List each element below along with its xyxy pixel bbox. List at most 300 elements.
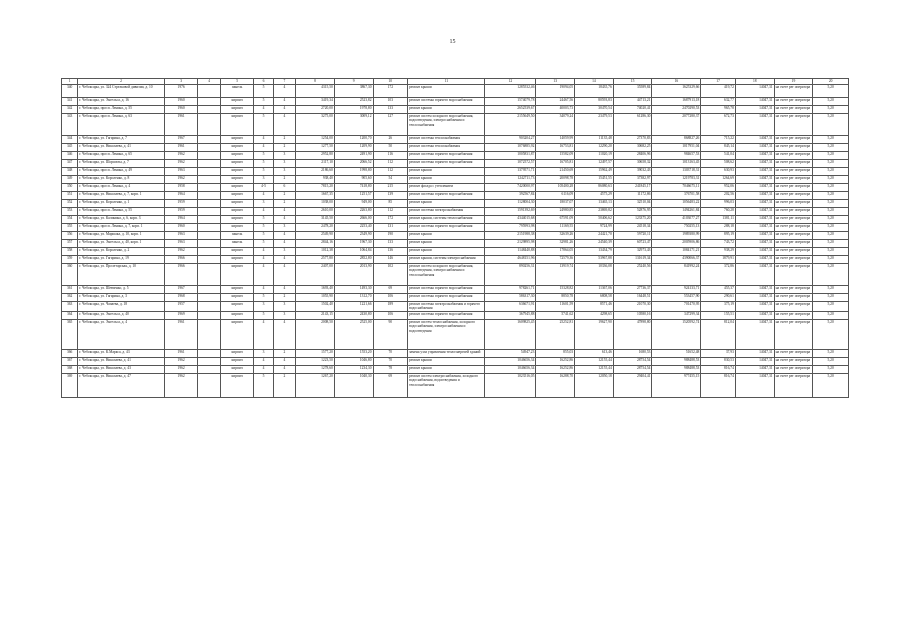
cell-year-built: 1967 — [164, 286, 198, 294]
cell-fund-federal: 34079,24 — [536, 114, 575, 136]
cell-fund-municipal: 28754,54 — [613, 365, 652, 373]
cell-cost-per-sqm: 845,14 — [701, 144, 736, 152]
column-number: 14 — [575, 79, 614, 85]
cell-empty — [198, 311, 220, 319]
cell-fund-federal: 5741,62 — [536, 311, 575, 319]
cell-max-cost: 14047,31 — [735, 98, 774, 106]
cell-max-cost: 14047,31 — [735, 144, 774, 152]
cell-fund-municipal: 21070,30 — [613, 302, 652, 312]
table-row — [62, 144, 849, 152]
cell-cost-per-sqm: 541,04 — [701, 152, 736, 160]
cell-fund-regional: 24540,39 — [575, 240, 614, 248]
cell-residents: 69 — [373, 286, 408, 294]
cell-cost-per-sqm: 672,73 — [701, 114, 736, 136]
cell-total-cost: 2155649,50 — [485, 114, 536, 136]
cell-living-area: 2523,82 — [334, 98, 373, 106]
cell-fund-regional: 12290,20 — [575, 144, 614, 152]
cell-row-index: 341 — [62, 98, 78, 106]
cell-fund-formation: на счете рег оператора — [774, 286, 813, 294]
cell-empty — [198, 224, 220, 232]
cell-contribution: 5,20 — [813, 256, 849, 264]
table-row — [62, 168, 849, 176]
cell-row-index: 364 — [62, 311, 78, 319]
cell-year-built: 1959 — [164, 208, 198, 216]
cell-total-cost: 1379571,71 — [485, 168, 536, 176]
cell-wall-material: кирпич — [220, 184, 254, 192]
cell-total-area: 2952,80 — [296, 152, 335, 160]
cell-empty — [198, 264, 220, 286]
table-row — [62, 357, 849, 365]
cell-fund-regional: 15962,49 — [575, 168, 614, 176]
cell-repair-type: ремонт системы горячего водоснабжения — [408, 152, 485, 160]
cell-cost-per-sqm: 419,72 — [701, 85, 736, 98]
cell-empty — [198, 365, 220, 373]
cell-residents: 26 — [373, 136, 408, 144]
cell-fund-formation: на счете рег оператора — [774, 98, 813, 106]
cell-total-cost: 1128004,30 — [485, 200, 536, 208]
cell-wall-material: кирпич — [220, 152, 254, 160]
cell-total-cost: 890256,31 — [485, 264, 536, 286]
cell-repair-type: ремонт системы электроснабжения — [408, 208, 485, 216]
cell-contribution: 5,20 — [813, 144, 849, 152]
cell-max-cost: 14047,31 — [735, 168, 774, 176]
cell-year-built: 1960 — [164, 224, 198, 232]
cell-repair-type: ремонт крыши — [408, 232, 485, 240]
cell-wall-material: кирпич — [220, 248, 254, 256]
cell-fund-formation: на счете рег оператора — [774, 200, 813, 208]
table-row — [62, 192, 849, 200]
cell-total-area: 2143,15 — [296, 311, 335, 319]
cell-total-area: 2844,16 — [296, 240, 335, 248]
table-row — [62, 311, 849, 319]
cell-fund-owners: 1017951,04 — [652, 144, 701, 152]
cell-fund-owners: 4390066,37 — [652, 256, 701, 264]
cell-fund-regional: 12050,18 — [575, 373, 614, 397]
cell-fund-municipal: 74020,41 — [613, 106, 652, 114]
cell-living-area: 905,60 — [334, 176, 373, 184]
cell-cost-per-sqm: 952,06 — [701, 184, 736, 192]
cell-floors: 4 — [254, 286, 273, 294]
cell-wall-material: кирпич — [220, 256, 254, 264]
cell-cost-per-sqm: 1879,91 — [701, 256, 736, 264]
cell-fund-owners: 701470,95 — [652, 302, 701, 312]
cell-residents: 50 — [373, 144, 408, 152]
table-row — [62, 349, 849, 357]
table-row — [62, 160, 849, 168]
cell-year-built: 1962 — [164, 365, 198, 373]
cell-contribution: 5,20 — [813, 232, 849, 240]
cell-fund-regional: 53967,88 — [575, 256, 614, 264]
cell-max-cost: 14047,31 — [735, 152, 774, 160]
cell-residents: 189 — [373, 302, 408, 312]
cell-row-index: 349 — [62, 176, 78, 184]
cell-year-built: 1964 — [164, 192, 198, 200]
cell-cost-per-sqm: 743,72 — [701, 240, 736, 248]
cell-address: г. Чебоксары, ул. Николаева, д. 41 — [78, 144, 165, 152]
cell-residents: 54 — [373, 176, 408, 184]
cell-year-built: 1968 — [164, 294, 198, 302]
column-number: 2 — [78, 79, 165, 85]
cell-max-cost: 14047,31 — [735, 184, 774, 192]
cell-fund-regional: 12155,44 — [575, 365, 614, 373]
cell-fund-federal: 18037,07 — [536, 200, 575, 208]
table-row — [62, 200, 849, 208]
cell-entrances: 2 — [273, 176, 295, 184]
cell-fund-federal: 21450,69 — [536, 168, 575, 176]
cell-fund-federal: 24467,56 — [536, 98, 575, 106]
cell-fund-municipal: 29404,41 — [613, 373, 652, 397]
cell-floors: 4 — [254, 192, 273, 200]
cell-empty — [198, 114, 220, 136]
cell-fund-formation: на счете рег оператора — [774, 302, 813, 312]
cell-wall-material: кирпич — [220, 286, 254, 294]
cell-fund-owners: 347299,34 — [652, 311, 701, 319]
cell-empty — [198, 85, 220, 98]
cell-fund-federal: 15582,09 — [536, 152, 575, 160]
cell-fund-formation: на счете рег оператора — [774, 114, 813, 136]
cell-contribution: 5,20 — [813, 349, 849, 357]
cell-fund-federal: 16252,86 — [536, 357, 575, 365]
cell-fund-municipal: 27736,37 — [613, 286, 652, 294]
cell-living-area: 1209,90 — [334, 144, 373, 152]
cell-max-cost: 14047,31 — [735, 224, 774, 232]
cell-total-cost: 1574079,78 — [485, 98, 536, 106]
cell-fund-regional: 4298,65 — [575, 311, 614, 319]
cell-floors: 5 — [254, 216, 273, 224]
cell-fund-regional: 8571,46 — [575, 302, 614, 312]
table-row — [62, 240, 849, 248]
cell-year-built: 1962 — [164, 357, 198, 365]
cell-row-index: 368 — [62, 365, 78, 373]
cell-living-area: 2852,80 — [334, 256, 373, 264]
cell-living-area: 1978,80 — [334, 106, 373, 114]
cell-contribution: 5,20 — [813, 311, 849, 319]
cell-residents: 190 — [373, 232, 408, 240]
cell-wall-material: кирпич — [220, 357, 254, 365]
cell-empty — [198, 319, 220, 349]
cell-row-index: 355 — [62, 224, 78, 232]
cell-empty — [198, 152, 220, 160]
cell-max-cost: 14047,31 — [735, 192, 774, 200]
cell-entrances: 4 — [273, 232, 295, 240]
table-row — [62, 136, 849, 144]
cell-fund-regional: 13465,13 — [575, 200, 614, 208]
cell-entrances: 3 — [273, 160, 295, 168]
cell-year-built: 1961 — [164, 114, 198, 136]
cell-address: г. Чебоксары, ул. Николаева, д. 41 — [78, 357, 165, 365]
cell-entrances: 2 — [273, 294, 295, 302]
cell-entrances: 4 — [273, 264, 295, 286]
cell-residents: 70 — [373, 357, 408, 365]
cell-fund-federal: 16252,86 — [536, 365, 575, 373]
cell-fund-municipal: 24518,34 — [613, 224, 652, 232]
cell-fund-formation: на счете рег оператора — [774, 264, 813, 286]
cell-living-area: 1251,57 — [334, 192, 373, 200]
cell-total-area: 3275,00 — [296, 114, 335, 136]
cell-entrances: 4 — [273, 98, 295, 106]
cell-fund-federal: 67591,09 — [536, 216, 575, 224]
cell-floors: 4 — [254, 264, 273, 286]
cell-fund-owners: 7046675,11 — [652, 184, 701, 192]
cell-fund-formation: на счете рег оператора — [774, 216, 813, 224]
cell-contribution: 5,20 — [813, 302, 849, 312]
cell-total-area: 2549,90 — [296, 232, 335, 240]
cell-residents: 112 — [373, 160, 408, 168]
cell-fund-regional: 23479,53 — [575, 114, 614, 136]
cell-wall-material: кирпич — [220, 216, 254, 224]
cell-fund-municipal: 123375,20 — [613, 216, 652, 224]
cell-fund-municipal: 52876,95 — [613, 208, 652, 216]
cell-empty — [198, 357, 220, 365]
cell-total-area: 1267,20 — [296, 373, 335, 397]
cell-repair-type: ремонт крыши — [408, 176, 485, 184]
cell-wall-material: кирпич — [220, 349, 254, 357]
cell-fund-formation: на счете рег оператора — [774, 224, 813, 232]
cell-floors: 5 — [254, 114, 273, 136]
table-row — [62, 256, 849, 264]
cell-empty — [198, 248, 220, 256]
cell-living-area: 2263,80 — [334, 208, 373, 216]
cell-repair-type: ремонт крыши — [408, 365, 485, 373]
cell-year-built: 1966 — [164, 256, 198, 264]
cell-total-area: 3145,50 — [296, 216, 335, 224]
table-row — [62, 294, 849, 302]
cell-row-index: 360 — [62, 264, 78, 286]
cell-fund-municipal: 27370,83 — [613, 136, 652, 144]
cell-entrances: 4 — [273, 208, 295, 216]
cell-row-index: 342 — [62, 106, 78, 114]
cell-residents: 131 — [373, 224, 408, 232]
cell-living-area: 1234,30 — [334, 365, 373, 373]
cell-fund-formation: на счете рег оператора — [774, 184, 813, 192]
cell-fund-municipal: 28754,54 — [613, 357, 652, 365]
cell-fund-formation: на счете рег оператора — [774, 152, 813, 160]
cell-living-area: 1998,80 — [334, 168, 373, 176]
cell-address: г. Чебоксары, ул. Николаева, д. 47 — [78, 373, 165, 397]
cell-living-area: 1064,84 — [334, 248, 373, 256]
cell-year-built: 1963 — [164, 168, 198, 176]
cell-living-area: 2430,80 — [334, 311, 373, 319]
cell-contribution: 5,20 — [813, 106, 849, 114]
column-number: 12 — [485, 79, 536, 85]
cell-contribution: 5,20 — [813, 114, 849, 136]
cell-cost-per-sqm: 508,62 — [701, 160, 736, 168]
cell-fund-owners: 1303718,31 — [652, 168, 701, 176]
cell-contribution: 5,20 — [813, 224, 849, 232]
cell-address: г. Чебоксары, ул. Энгельса, д. 40, корп. 1 — [78, 240, 165, 248]
cell-total-area: 1223,50 — [296, 357, 335, 365]
cell-entrances: 3 — [273, 302, 295, 312]
table-row — [62, 319, 849, 349]
column-number: 19 — [774, 79, 813, 85]
cell-residents: 112 — [373, 168, 408, 176]
cell-address: г. Чебоксары, ул. Энгельса, д. 40 — [78, 311, 165, 319]
cell-address: г. Чебоксары, ул. Николаева, д. 7, корп. 1 — [78, 192, 165, 200]
table-row — [62, 224, 849, 232]
cell-living-area: 1967,30 — [334, 240, 373, 248]
cell-total-cost: 903204,27 — [485, 136, 536, 144]
cell-max-cost: 14047,31 — [735, 240, 774, 248]
cell-living-area: 1040,30 — [334, 373, 373, 397]
cell-fund-owners: 376701,58 — [652, 192, 701, 200]
cell-fund-formation: на счете рег оператора — [774, 208, 813, 216]
cell-repair-type: ремонт крыши — [408, 106, 485, 114]
cell-fund-regional: 24421,70 — [575, 232, 614, 240]
table-row — [62, 114, 849, 136]
cell-entrances: 3 — [273, 224, 295, 232]
cell-repair-type: ремонт систем холодного водоснабжения, водоотведения, электроснабжения и теплоснабжения — [408, 114, 485, 136]
cell-total-cost: 4648151,96 — [485, 256, 536, 264]
cell-entrances: 4 — [273, 256, 295, 264]
cell-row-index: 350 — [62, 184, 78, 192]
cell-fund-owners: 1056483,22 — [652, 200, 701, 208]
cell-address: г. Чебоксары, ул. Шоршелы, д. 7 — [78, 160, 165, 168]
cell-row-index: 348 — [62, 168, 78, 176]
cell-cost-per-sqm: 938,29 — [701, 248, 736, 256]
cell-entrances: 3 — [273, 168, 295, 176]
cell-empty — [198, 373, 220, 397]
cell-fund-formation: на счете рег оператора — [774, 176, 813, 184]
cell-floors: 3 — [254, 176, 273, 184]
column-number: 17 — [701, 79, 736, 85]
cell-fund-owners: 2077280,37 — [652, 114, 701, 136]
column-number: 7 — [273, 79, 295, 85]
cell-contribution: 5,20 — [813, 98, 849, 106]
cell-fund-formation: на счете рег оператора — [774, 248, 813, 256]
cell-row-index: 367 — [62, 357, 78, 365]
cell-floors: 5 — [254, 240, 273, 248]
cell-fund-regional: 11020,19 — [575, 152, 614, 160]
cell-address: г. Чебоксары, просп. Ленина, д. 7, корп. 1 — [78, 224, 165, 232]
cell-total-area: 2008,50 — [296, 319, 335, 349]
cell-living-area: 2666,00 — [334, 216, 373, 224]
cell-cost-per-sqm: 455,37 — [701, 286, 736, 294]
cell-address: г. Чебоксары, ул. Николаева, д. 43 — [78, 365, 165, 373]
cell-fund-federal: 40003,73 — [536, 106, 575, 114]
cell-year-built: 1961 — [164, 144, 198, 152]
cell-fund-owners: 1520592,74 — [652, 319, 701, 349]
cell-residents: 133 — [373, 106, 408, 114]
cell-cost-per-sqm: 632,77 — [701, 98, 736, 106]
cell-row-index: 352 — [62, 200, 78, 208]
cell-fund-formation: на счете рег оператора — [774, 85, 813, 98]
cell-contribution: 5,20 — [813, 264, 849, 286]
cell-year-built: 1963 — [164, 232, 198, 240]
cell-year-built: 1962 — [164, 176, 198, 184]
cell-total-area: 7815,20 — [296, 184, 335, 192]
cell-fund-owners: 868827,26 — [652, 136, 701, 144]
cell-fund-regional: 13434,79 — [575, 248, 614, 256]
cell-total-area: 1278,60 — [296, 365, 335, 373]
cell-cost-per-sqm: 816,74 — [701, 373, 736, 397]
cell-fund-municipal: 47898,80 — [613, 319, 652, 349]
capital-repair-table — [61, 78, 849, 398]
cell-floors: 5 — [254, 294, 273, 302]
cell-year-built: 1962 — [164, 373, 198, 397]
cell-year-built: 1958 — [164, 184, 198, 192]
cell-entrances: 4 — [273, 365, 295, 373]
cell-fund-regional: 11367,06 — [575, 286, 614, 294]
cell-fund-federal: 105400,28 — [536, 184, 575, 192]
cell-max-cost: 14047,31 — [735, 349, 774, 357]
cell-address: г. Чебоксары, ул. Чапаева, д. 18 — [78, 302, 165, 312]
cell-wall-material: кирпич — [220, 200, 254, 208]
cell-living-area: 2253,40 — [334, 224, 373, 232]
cell-residents: 106 — [373, 311, 408, 319]
cell-wall-material: кирпич — [220, 168, 254, 176]
cell-floors: 5 — [254, 311, 273, 319]
cell-repair-type: ремонт крыши, системы электроснабжения — [408, 256, 485, 264]
cell-living-area: 2349,90 — [334, 232, 373, 240]
cell-empty — [198, 176, 220, 184]
cell-fund-formation: на счете рег оператора — [774, 311, 813, 319]
cell-entrances: 4 — [273, 216, 295, 224]
cell-floors: 4 — [254, 136, 273, 144]
cell-floors: 4 — [254, 319, 273, 349]
cell-living-area: 2491,90 — [334, 152, 373, 160]
cell-repair-type: ремонт системы горячего водоснабжения — [408, 192, 485, 200]
cell-cost-per-sqm: 965,78 — [701, 106, 736, 114]
cell-max-cost: 14047,31 — [735, 200, 774, 208]
cell-address: г. Чебоксары, ул. 324 Стрелковой дивизии, д. 10 — [78, 85, 165, 98]
cell-row-index: 357 — [62, 240, 78, 248]
cell-cost-per-sqm: 372,86 — [701, 264, 736, 286]
cell-fund-formation: на счете рег оператора — [774, 365, 813, 373]
cell-fund-regional: 10336,08 — [575, 264, 614, 286]
cell-row-index: 369 — [62, 373, 78, 397]
cell-empty — [198, 144, 220, 152]
cell-empty — [198, 256, 220, 264]
cell-address: г. Чебоксары, просп. Ленина, д. 63 — [78, 114, 165, 136]
cell-repair-type: ремонт крыши — [408, 248, 485, 256]
cell-year-built: 1969 — [164, 311, 198, 319]
cell-row-index: 358 — [62, 248, 78, 256]
cell-residents: 70 — [373, 349, 408, 357]
cell-wall-material: кирпич — [220, 302, 254, 312]
cell-contribution: 5,20 — [813, 160, 849, 168]
cell-floors: 4 — [254, 106, 273, 114]
cell-empty — [198, 136, 220, 144]
cell-repair-type: ремонт системы горячего водоснабжения — [408, 311, 485, 319]
table-row — [62, 176, 849, 184]
cell-total-cost: 586317,30 — [485, 294, 536, 302]
cell-fund-federal: 72579,36 — [536, 256, 575, 264]
cell-fund-owners: 924133,71 — [652, 286, 701, 294]
cell-fund-owners: 988488,53 — [652, 365, 701, 373]
table-row — [62, 248, 849, 256]
cell-living-area: 1553,20 — [334, 349, 373, 357]
cell-year-built: 1961 — [164, 349, 198, 357]
table-row — [62, 208, 849, 216]
cell-wall-material: кирпич — [220, 144, 254, 152]
cell-residents: 136 — [373, 248, 408, 256]
cell-fund-owners: 1219783,31 — [652, 176, 701, 184]
cell-empty — [198, 184, 220, 192]
column-number: 11 — [408, 79, 485, 85]
cell-fund-regional: 613,46 — [575, 349, 614, 357]
column-number: 4 — [198, 79, 220, 85]
cell-year-built: 1961 — [164, 319, 198, 349]
cell-fund-federal: 14059,99 — [536, 136, 575, 144]
cell-residents: 172 — [373, 216, 408, 224]
cell-wall-material: кирпич — [220, 311, 254, 319]
cell-repair-type: ремонт систем электроснабжения, холодного водоснабжения, водоотведения и теплоснабжения — [408, 373, 485, 397]
cell-fund-owners: 1687913,18 — [652, 98, 701, 106]
cell-total-cost: 7420000,97 — [485, 184, 536, 192]
cell-fund-municipal: 32973,43 — [613, 248, 652, 256]
cell-fund-municipal: 11172,86 — [613, 192, 652, 200]
cell-floors: 5 — [254, 98, 273, 106]
